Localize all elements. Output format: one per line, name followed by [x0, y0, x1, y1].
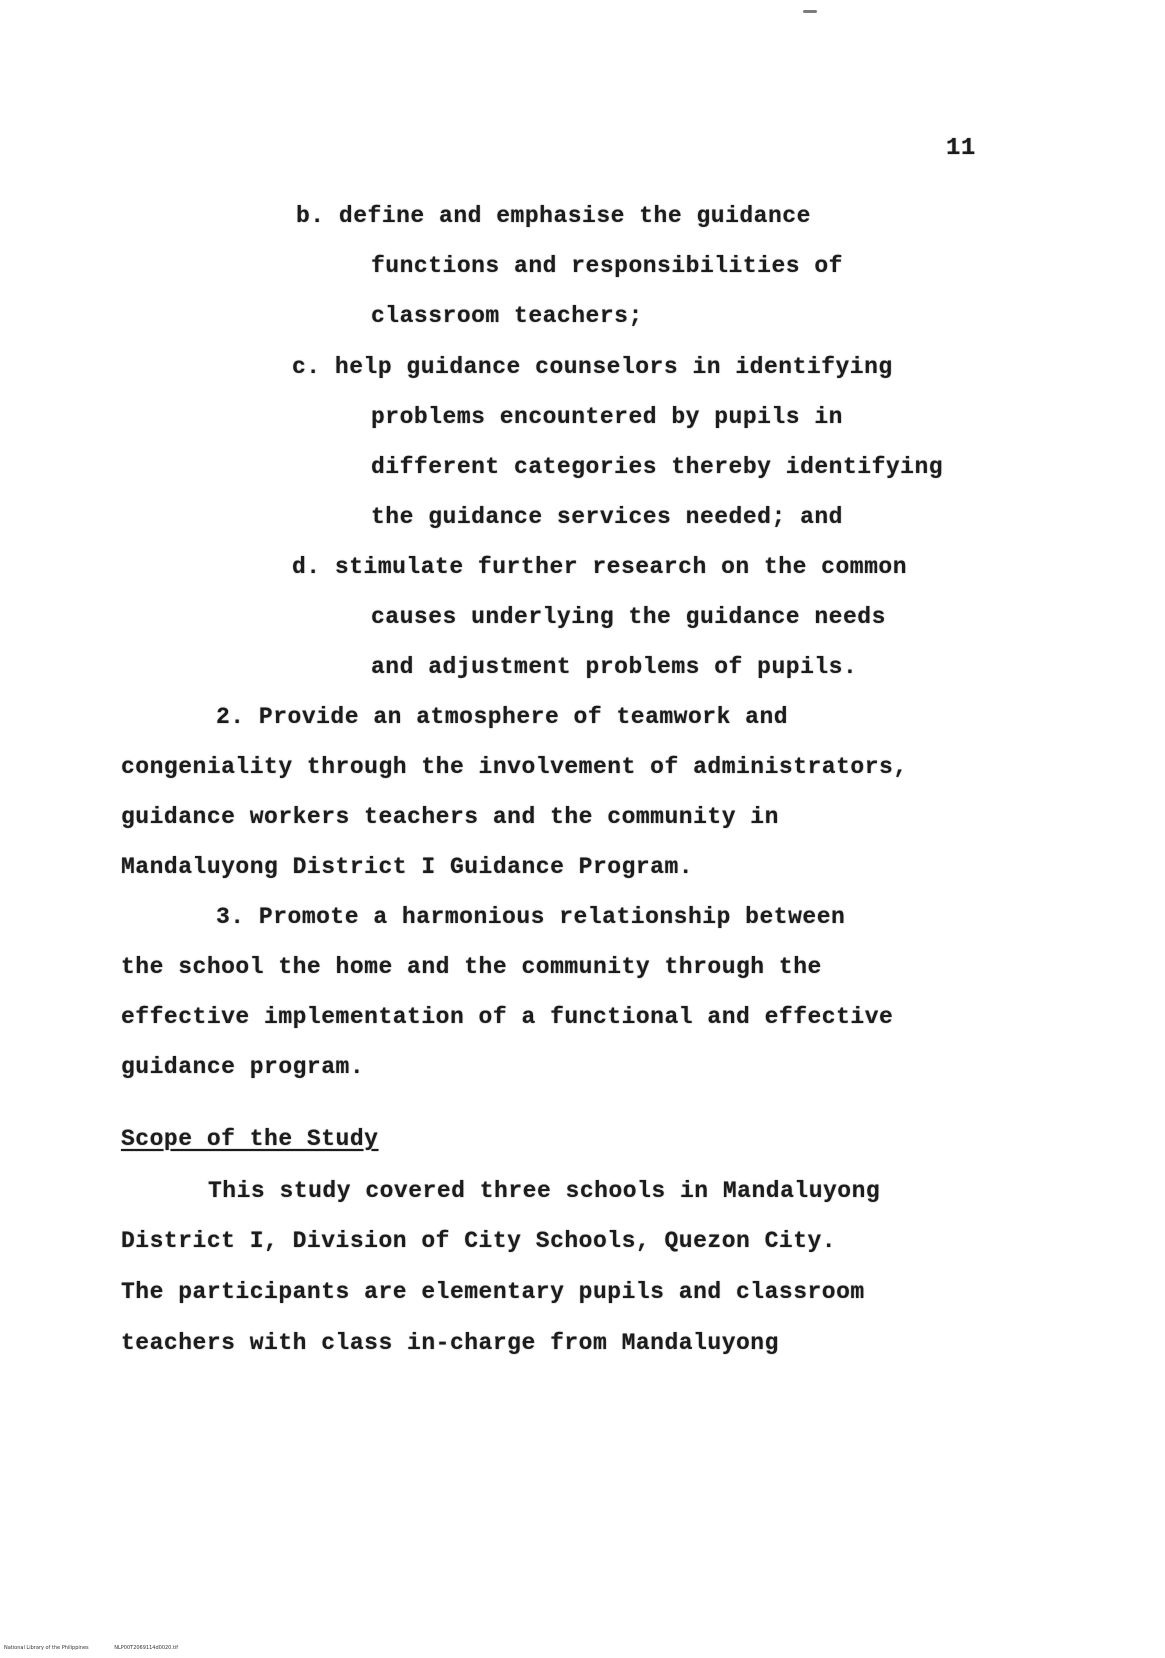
objective-c-line-3: different categories thereby identifying — [371, 454, 944, 480]
objective-b-line-3: classroom teachers; — [371, 303, 643, 329]
objective-c-line-2: problems encountered by pupils in — [371, 404, 843, 430]
footer-file: NLP00T2069114d0020.tif — [114, 1645, 179, 1651]
scan-footer — [4, 1645, 202, 1651]
objective-b-line-2: functions and responsibilities of — [371, 253, 843, 279]
objective-b-line-1: b. define and emphasise the guidance — [296, 203, 811, 229]
objective-c-line-4: the guidance services needed; and — [371, 504, 843, 530]
objective-d-line-3: and adjustment problems of pupils. — [371, 654, 858, 680]
section-heading-scope: Scope of the Study — [121, 1126, 379, 1152]
objective-2-line-4: Mandaluyong District I Guidance Program. — [121, 854, 694, 880]
objective-2-line-3: guidance workers teachers and the community in — [121, 804, 779, 830]
footer-library: National Library of the Philippines — [4, 1645, 89, 1651]
objective-3-line-3: effective implementation of a functional and effective — [121, 1004, 894, 1030]
scope-line-2: District I, Division of City Schools, Quezon City. — [121, 1228, 837, 1254]
scope-line-3: The participants are elementary pupils and classroom — [121, 1279, 865, 1305]
objective-3-line-2: the school the home and the community through the — [121, 954, 822, 980]
objective-d-line-2: causes underlying the guidance needs — [371, 604, 886, 630]
scope-line-1: This study covered three schools in Mandaluyong — [208, 1178, 881, 1204]
objective-d-line-1: d. stimulate further research on the common — [292, 554, 907, 580]
scope-line-4: teachers with class in-charge from Mandaluyong — [121, 1330, 779, 1356]
scan-artifact — [803, 10, 817, 13]
objective-c-line-1: c. help guidance counselors in identifying — [292, 354, 893, 380]
objective-3-line-4: guidance program. — [121, 1054, 365, 1080]
objective-2-line-1: 2. Provide an atmosphere of teamwork and — [216, 704, 789, 730]
objective-3-line-1: 3. Promote a harmonious relationship between — [216, 904, 846, 930]
page-number: 11 — [946, 135, 976, 162]
objective-2-line-2: congeniality through the involvement of administrators, — [121, 754, 908, 780]
